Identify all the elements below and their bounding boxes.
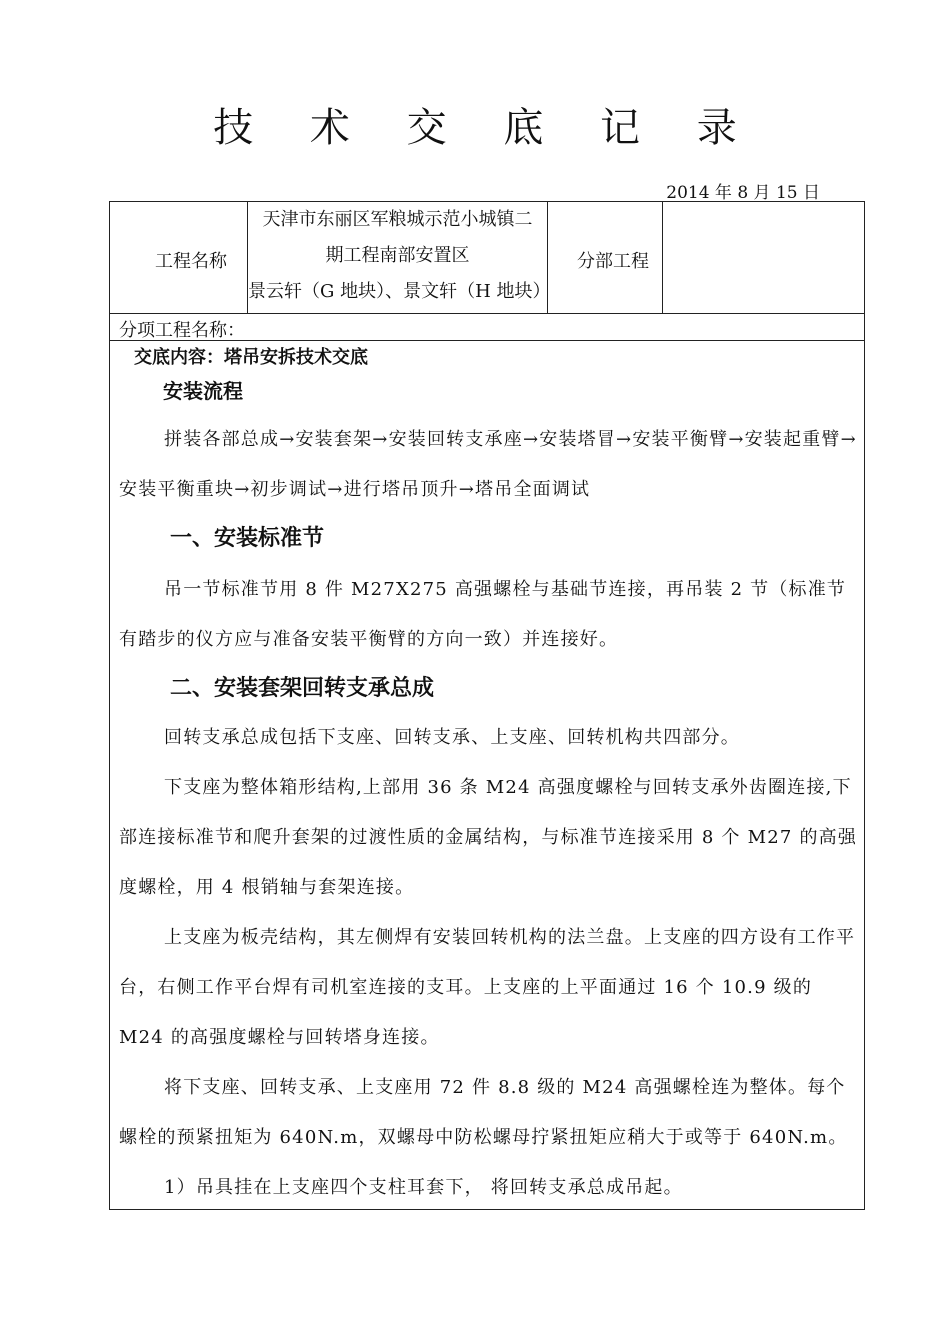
row-divider-1 — [109, 313, 865, 314]
section-2-body — [119, 713, 859, 1213]
content-label: 交底内容：塔吊安拆技术交底 — [134, 347, 368, 368]
subproject-label: 分部工程 — [577, 251, 649, 272]
project-name — [248, 202, 551, 310]
section-1-heading: 一、安装标准节 — [170, 525, 325, 551]
section-1-body — [119, 565, 859, 665]
section-2-paragraph-2: 下支座为整体箱形结构,上部用 36 条 M24 高强度螺栓与回转支承外齿圈连接,下部连接标准节和爬升套架的过渡性质的金属结构，与标准节连接采用 8 个 M27 的高强度螺栓，用 4 根销轴与套架连接。 — [119, 777, 858, 898]
section-2-paragraph-4: 将下支座、回转支承、上支座用 72 件 8.8 级的 M24 高强螺栓连为整体。每个螺栓的预紧扭矩为 640N.m，双螺母中防松螺母拧紧扭矩应稍大于或等于 640N.m。 — [119, 1077, 848, 1148]
install-flow-text — [119, 415, 859, 515]
section-2-paragraph-5: 1）吊具挂在上支座四个支柱耳套下， 将回转支承总成吊起。 — [164, 1177, 683, 1198]
section-2-heading: 二、安装套架回转支承总成 — [170, 675, 435, 701]
section-1-paragraph: 吊一节标准节用 8 件 M27X275 高强螺栓与基础节连接，再吊装 2 节（标准节有踏步的仪方应与准备安装平衡臂的方向一致）并连接好。 — [119, 579, 847, 650]
section-2-paragraph-3: 上支座为板壳结构，其左侧焊有安装回转机构的法兰盘。上支座的四方设有工作平台，右侧工作平台焊有司机室连接的支耳。上支座的上平面通过 16 个 10.9 级的 M24 的高强度螺栓与回转塔身连接。 — [119, 927, 856, 1048]
subitem-label: 分项工程名称： — [119, 320, 245, 341]
project-name-line-3: 景云轩（G 地块）、景文轩（H 地块） — [248, 281, 551, 302]
install-flow-paragraph: 拼装各部总成→安装套架→安装回转支承座→安装塔冒→安装平衡臂→安装起重臂→安装平衡重块→初步调试→进行塔吊顶升→塔吊全面调试 — [119, 429, 857, 500]
project-label: 工程名称 — [155, 251, 227, 272]
col-divider-3 — [662, 201, 663, 313]
document-title: 技 术 交 底 记 录 — [213, 105, 759, 151]
document-date: 2014 年 8 月 15 日 — [666, 183, 820, 203]
project-name-line-1: 天津市东丽区军粮城示范小城镇二 — [262, 209, 533, 230]
install-flow-title: 安装流程 — [163, 379, 243, 403]
section-2-paragraph-1: 回转支承总成包括下支座、回转支承、上支座、回转机构共四部分。 — [164, 727, 740, 748]
project-name-line-2: 期工程南部安置区 — [325, 245, 470, 266]
